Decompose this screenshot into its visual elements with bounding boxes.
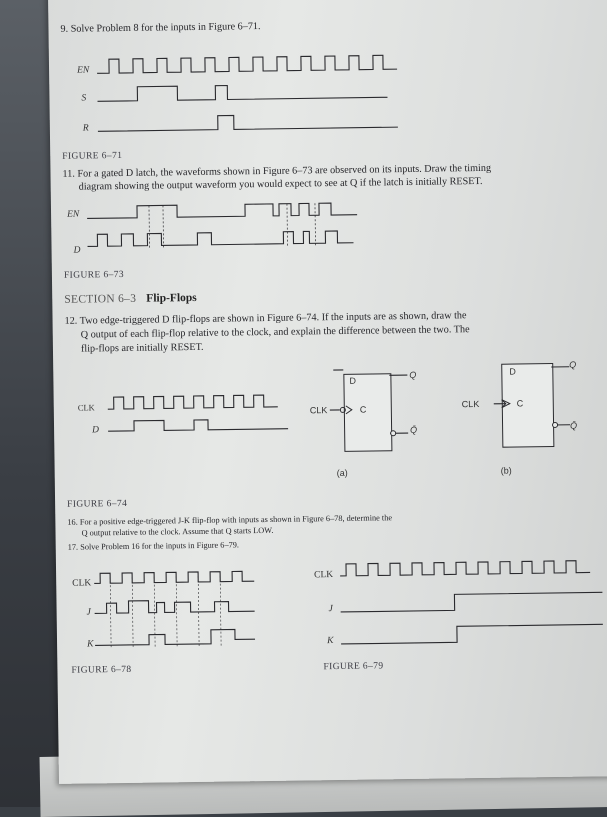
fig673-d-label: D — [74, 246, 81, 256]
fig674-caption: FIGURE 6–74 — [67, 499, 127, 510]
fig678-j-wave — [94, 599, 254, 613]
fig678-k-label: K — [87, 639, 93, 649]
fig679-waveforms — [340, 556, 603, 650]
section-label: SECTION 6–3 — [64, 293, 136, 306]
fig671-caption: FIGURE 6–71 — [62, 151, 122, 162]
ff-a-wiring — [333, 369, 414, 440]
ff-b-caption: (b) — [501, 466, 512, 476]
fig673-waveforms — [87, 195, 358, 264]
fig673-en-label: EN — [67, 210, 79, 220]
fig674-clk-label: CLK — [78, 402, 95, 412]
problem-11-line1: 11. For a gated D latch, the waveforms shown in Figure 6–73 are observed on its inputs. Draw the timing — [62, 163, 491, 181]
fig674-waveforms — [108, 389, 289, 442]
fig678-clk-label: CLK — [72, 578, 91, 588]
ff-a-qbar-label: Q̄ — [410, 425, 417, 435]
fig673-d-wave — [87, 231, 353, 247]
ff-a-c-label: C — [360, 405, 367, 415]
ff-b-c-label: C — [517, 398, 524, 408]
fig673-caption: FIGURE 6–73 — [64, 270, 124, 281]
fig671-r-wave — [98, 113, 398, 131]
fig671-en-label: EN — [77, 65, 89, 75]
fig678-caption: FIGURE 6–78 — [71, 665, 131, 676]
problem-12-line1: 12. Two edge-triggered D flip-flops are shown in Figure 6–74. If the inputs are as shown, draw the — [64, 310, 466, 328]
problem-12-line2: Q output of each flip-flop relative to the clock, and explain the difference between the two. The — [81, 324, 470, 342]
ff-a-q-label: Q — [409, 370, 416, 380]
ff-b-d-label: D — [509, 367, 516, 377]
problem-11-line2: diagram showing the output waveform you would expect to see at Q if the latch is initially RESET. — [79, 176, 483, 194]
fig679-k-wave — [341, 624, 603, 644]
textbook-page — [48, 0, 607, 784]
problem-12-line3: flip-flops are initially RESET. — [81, 342, 204, 356]
fig674-d-wave — [108, 419, 288, 432]
problem-16-line2: Q output relative to the clock. Assume that Q starts LOW. — [81, 526, 273, 539]
section-title: Flip-Flops — [146, 292, 197, 305]
fig671-s-label: S — [81, 93, 86, 103]
fig671-s-wave — [97, 83, 387, 101]
ff-a-d-label: D — [349, 376, 356, 386]
fig679-clk-label: CLK — [314, 570, 333, 580]
ff-a-clk-label: CLK — [310, 405, 328, 415]
fig678-clk-wave — [94, 571, 254, 583]
fig674-d-label: D — [92, 425, 99, 435]
ff-b-q-label: Q — [569, 360, 576, 370]
fig673-en-wave — [87, 203, 357, 219]
ff-b-wiring — [483, 359, 584, 440]
fig671-en-wave — [97, 55, 397, 73]
fig678-k-wave — [95, 629, 255, 645]
problem-17-text: 17. Solve Problem 16 for the inputs in Figure 6–79. — [68, 540, 239, 552]
section-heading — [64, 292, 197, 306]
fig674-clk-wave — [108, 395, 278, 409]
fig678-j-label: J — [87, 607, 91, 617]
fig679-caption: FIGURE 6–79 — [323, 661, 383, 672]
ff-b-clk-label: CLK — [462, 399, 480, 409]
fig678-waveforms — [94, 567, 275, 650]
fig671-waveforms — [97, 39, 428, 144]
fig679-j-label: J — [329, 604, 333, 614]
ff-b-qbar-label: Q̄ — [570, 421, 577, 431]
fig679-k-label: K — [327, 636, 333, 646]
problem-16-line1: 16. For a positive edge-triggered J-K flip-flop with inputs as shown in Figure 6–78, determine the — [67, 513, 392, 528]
ff-a-caption: (a) — [337, 468, 348, 478]
fig671-r-label: R — [83, 123, 89, 133]
fig679-clk-wave — [340, 560, 590, 575]
fig679-j-wave — [340, 592, 602, 612]
problem-9-text: 9. Solve Problem 8 for the inputs in Figure 6–71. — [60, 21, 260, 36]
